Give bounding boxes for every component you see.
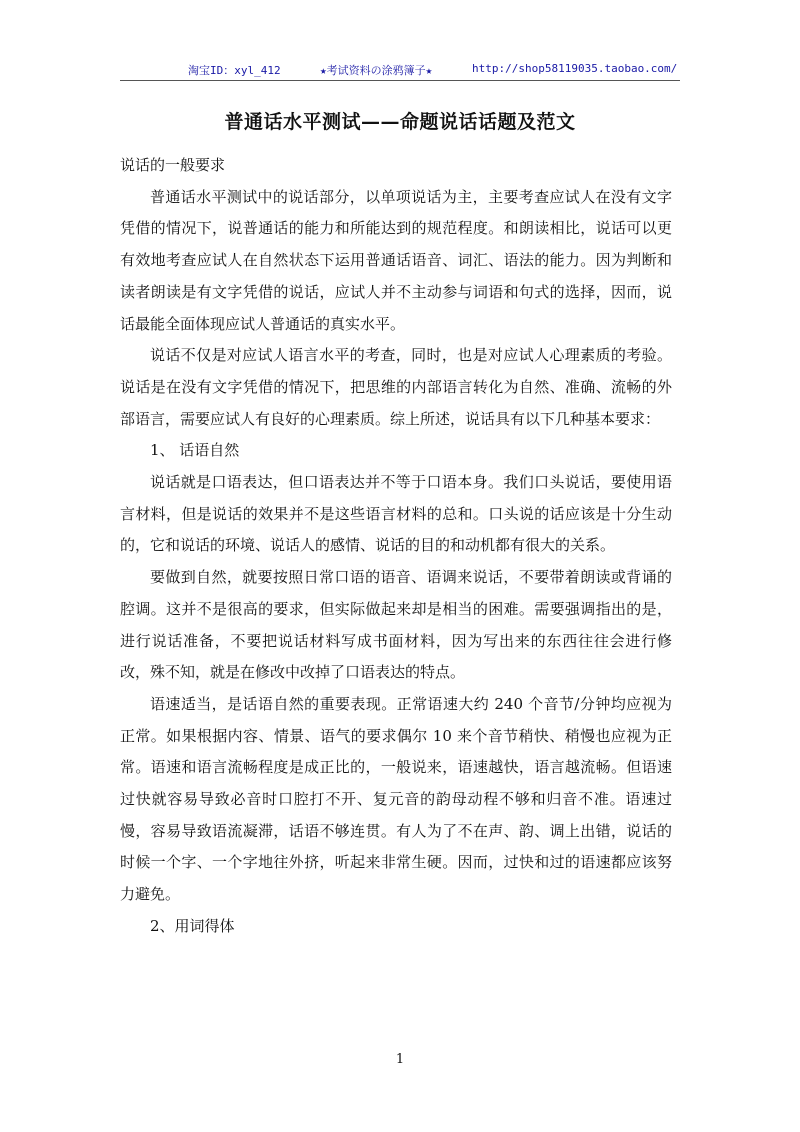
- document-body: [120, 150, 672, 943]
- document-title: 普通话水平测试——命题说话话题及范文: [224, 111, 576, 133]
- shop-url[interactable]: http://shop58119035.taobao.com/: [472, 62, 678, 75]
- shop-name: ★考试资料の涂鸦簿子★: [320, 64, 433, 77]
- list-item-heading: 1、 话语自然: [150, 441, 240, 460]
- paragraph: 语速适当，是话语自然的重要表现。正常语速大约 240 个音节/分钟均应视为正常。如果根据内容、情景、语气的要求偶尔 10 来个音节稍快、稍慢也应视为正常。语速和语言流畅程度是成正比的，一般说来，语速越快，语言越流畅。但语速过快就容易导致必音时口腔打不开、复元音的韵母动程不够和归音不准。语速过慢，容易导致语流凝滞，话语不够连贯。有人为了不在声、韵、调上出错，说话的时候一个字、一个字地往外挤，听起来非常生硬。因而，过快和过的语速都应该努力避免。: [120, 694, 672, 904]
- page-number: 1: [395, 1052, 405, 1067]
- paragraph: 普通话水平测试中的说话部分，以单项说话为主，主要考查应试人在没有文字凭借的情况下，说普通话的能力和所能达到的规范程度。和朗读相比，说话可以更有效地考查应试人在自然状态下运用普通话语音、词汇、语法的能力。因为判断和读者朗读是有文字凭借的说话，应试人并不主动参与词语和句式的选择，因而，说话最能全面体现应试人普通话的真实水平。: [120, 187, 672, 333]
- section-heading: 说话的一般要求: [120, 156, 226, 174]
- header-divider: [120, 80, 680, 81]
- paragraph: 说话不仅是对应试人语言水平的考查，同时，也是对应试人心理素质的考验。说话是在没有文字凭借的情况下，把思维的内部语言转化为自然、准确、流畅的外部语言，需要应试人有良好的心理素质。综上所述，说话具有以下几种基本要求：: [120, 346, 672, 428]
- paragraph: 要做到自然，就要按照日常口语的语音、语调来说话，不要带着朗读或背诵的腔调。这并不是很高的要求，但实际做起来却是相当的困难。需要强调指出的是，进行说话准备，不要把说话材料写成书面材料，因为写出来的东西往往会进行修改，殊不知，就是在修改中改掉了口语表达的特点。: [120, 568, 672, 682]
- paragraph: 说话就是口语表达，但口语表达并不等于口语本身。我们口头说话，要使用语言材料，但是说话的效果并不是这些语言材料的总和。口头说的话应该是十分生动的，它和说话的环境、说话人的感情、说话的目的和动机都有很大的关系。: [120, 473, 672, 555]
- taobao-id: 淘宝ID：xyl_412: [188, 64, 281, 77]
- page-header: [120, 62, 680, 80]
- list-item-heading: 2、用词得体: [150, 916, 235, 935]
